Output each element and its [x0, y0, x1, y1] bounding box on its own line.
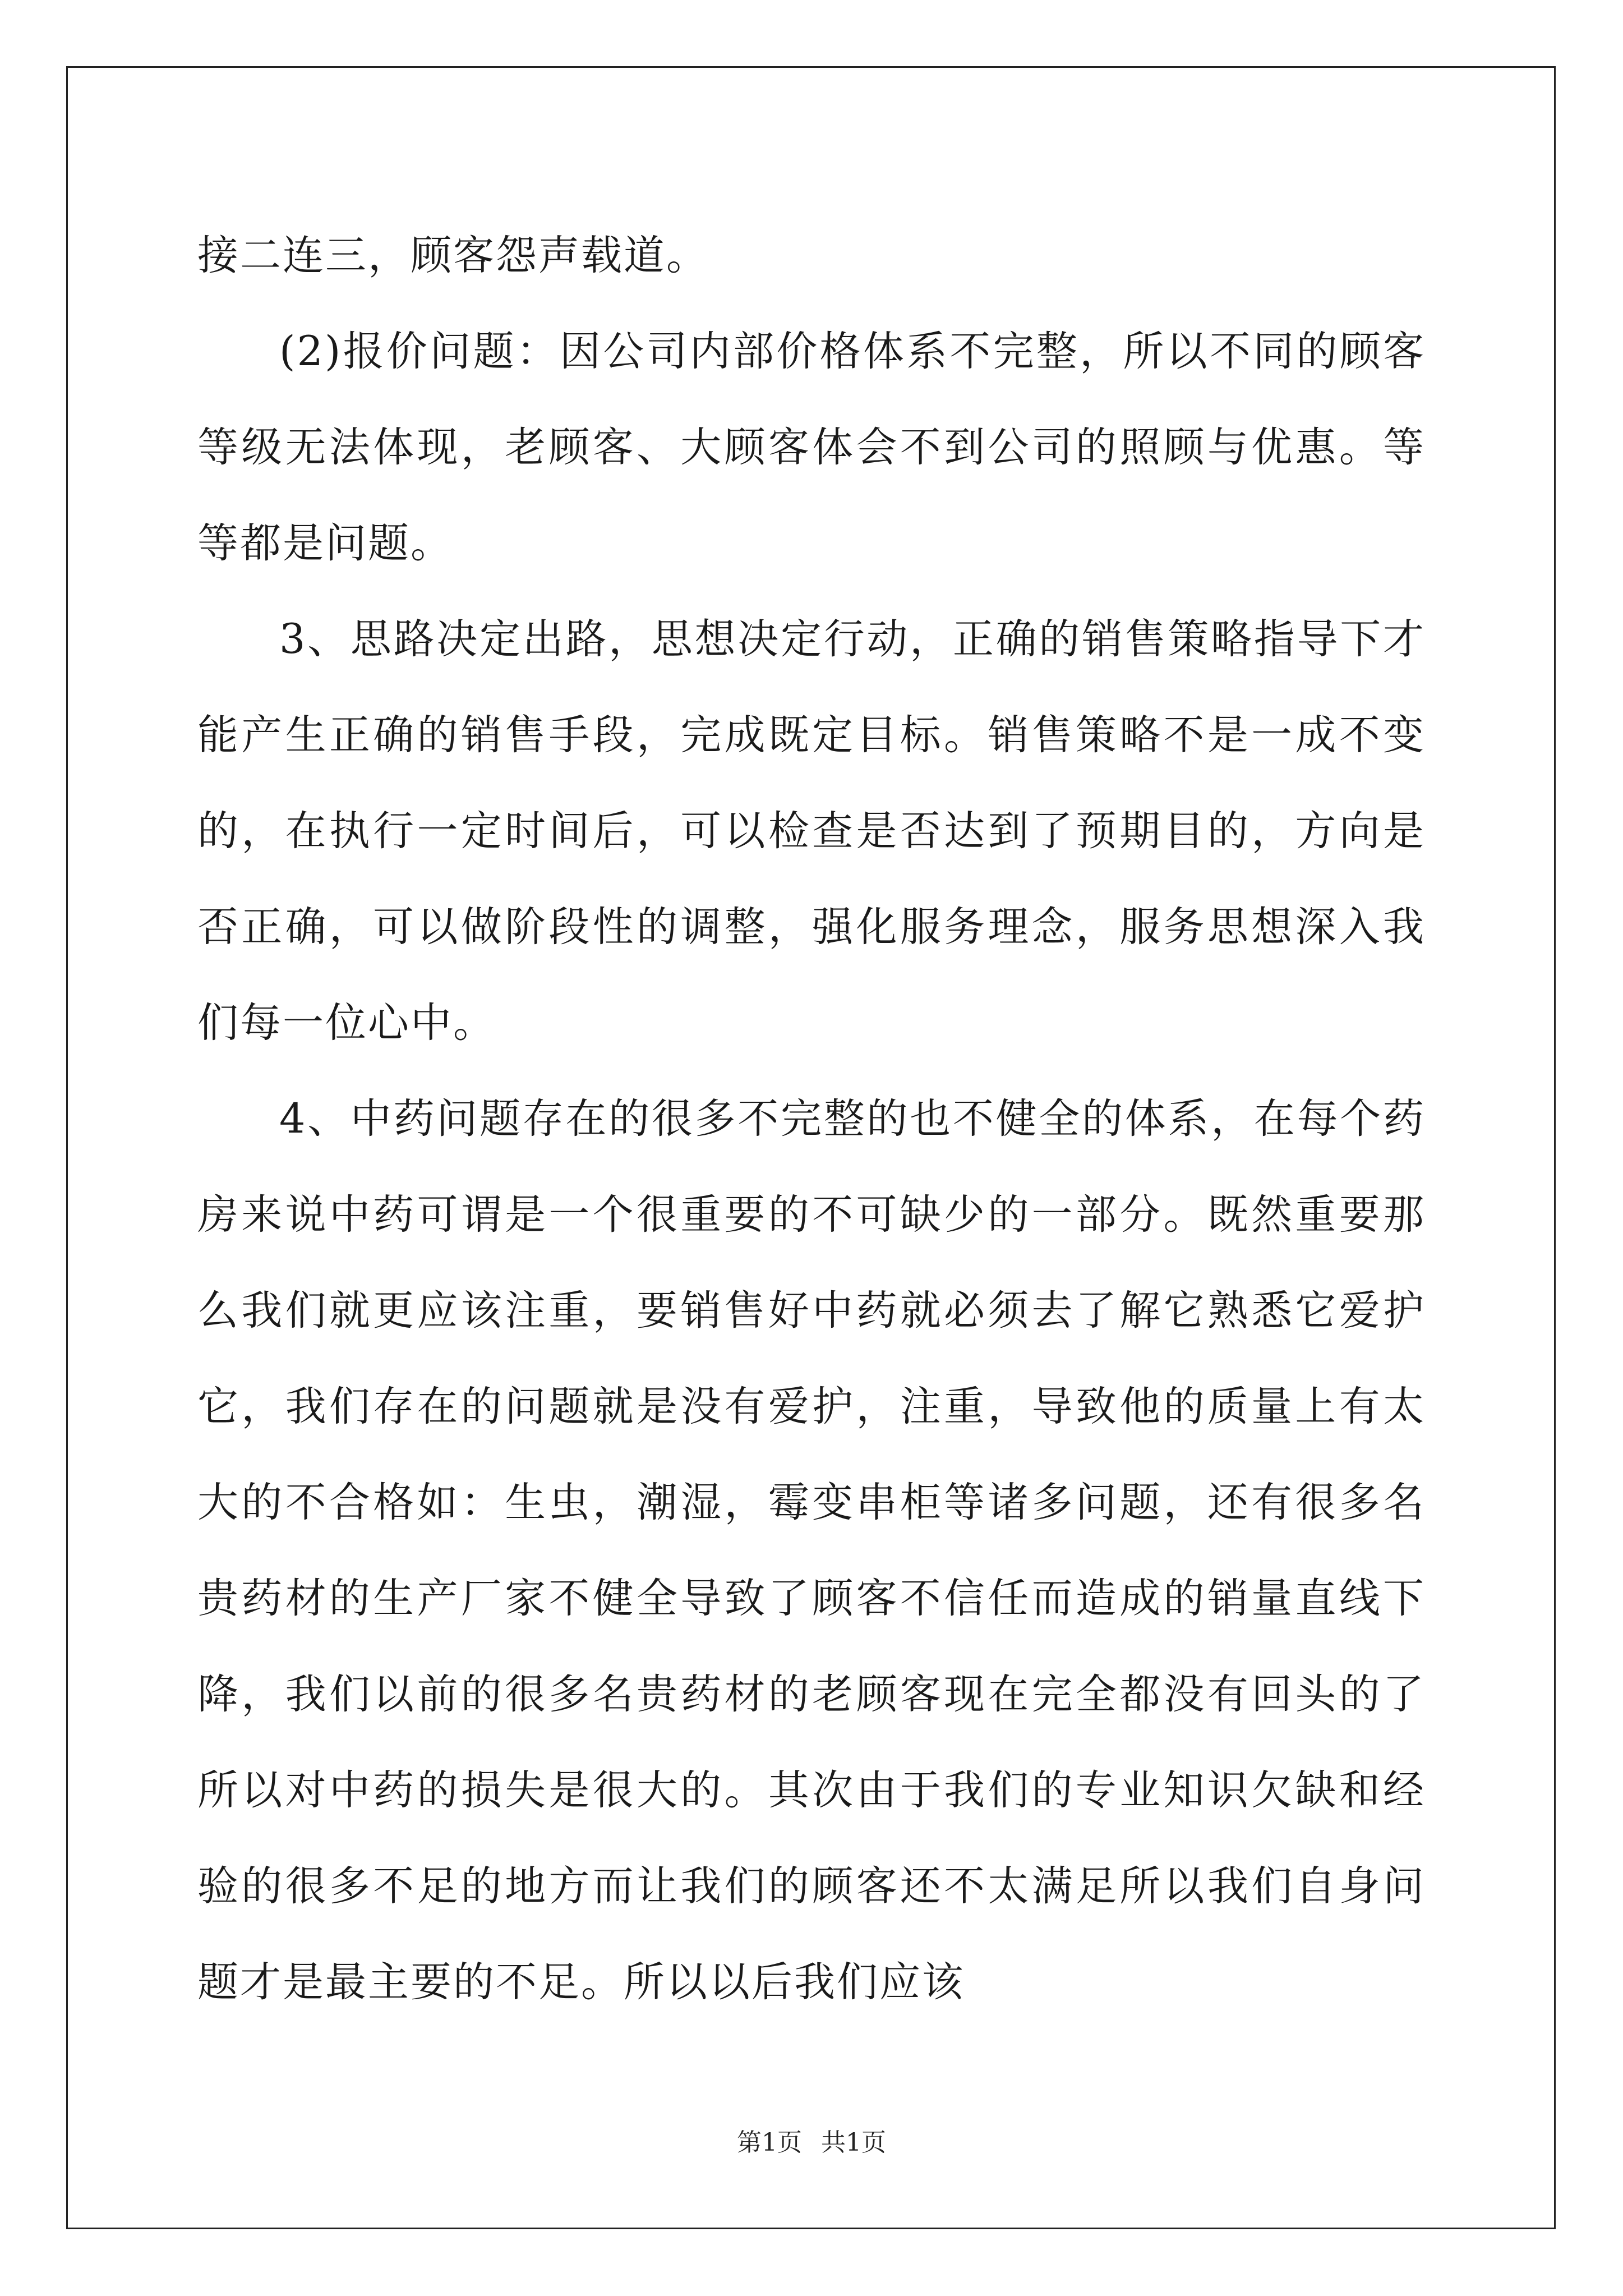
- paragraph-2: (2)报价问题：因公司内部价格体系不完整，所以不同的顾客等级无法体现，老顾客、大顾客体会不到公司的照顾与优惠。等等都是问题。: [197, 328, 1426, 567]
- paragraph-4: 4、中药问题存在的很多不完整的也不健全的体系，在每个药房来说中药可谓是一个很重要的不可缺少的一部分。既然重要那么我们就更应该注重，要销售好中药就必须去了解它熟悉它爱护它，我们存在的问题就是没有爱护，注重，导致他的质量上有太大的不合格如：生虫，潮湿，霉变串柜等诸多问题，还有很多名贵药材的生产厂家不健全导致了顾客不信任而造成的销量直线下降，我们以前的很多名贵药材的老顾客现在完全都没有回头的了所以对中药的损失是很大的。其次由于我们的专业知识欠缺和经验的很多不足的地方而让我们的顾客还不太满足所以我们自身问题才是最主要的不足。所以以后我们应该: [197, 1095, 1426, 2006]
- document-body: [197, 208, 1426, 2030]
- paragraph-1: 接二连三，顾客怨声载道。: [197, 232, 709, 279]
- page-number: 第1页: [737, 2128, 802, 2157]
- page-total: 共1页: [821, 2128, 886, 2157]
- paragraph-3: 3、思路决定出路，思想决定行动，正确的销售策略指导下才能产生正确的销售手段，完成既定目标。销售策略不是一成不变的，在执行一定时间后，可以检查是否达到了预期目的，方向是否正确，可以做阶段性的调整，强化服务理念，服务思想深入我们每一位心中。: [197, 615, 1426, 1047]
- page-footer: [0, 2126, 1623, 2160]
